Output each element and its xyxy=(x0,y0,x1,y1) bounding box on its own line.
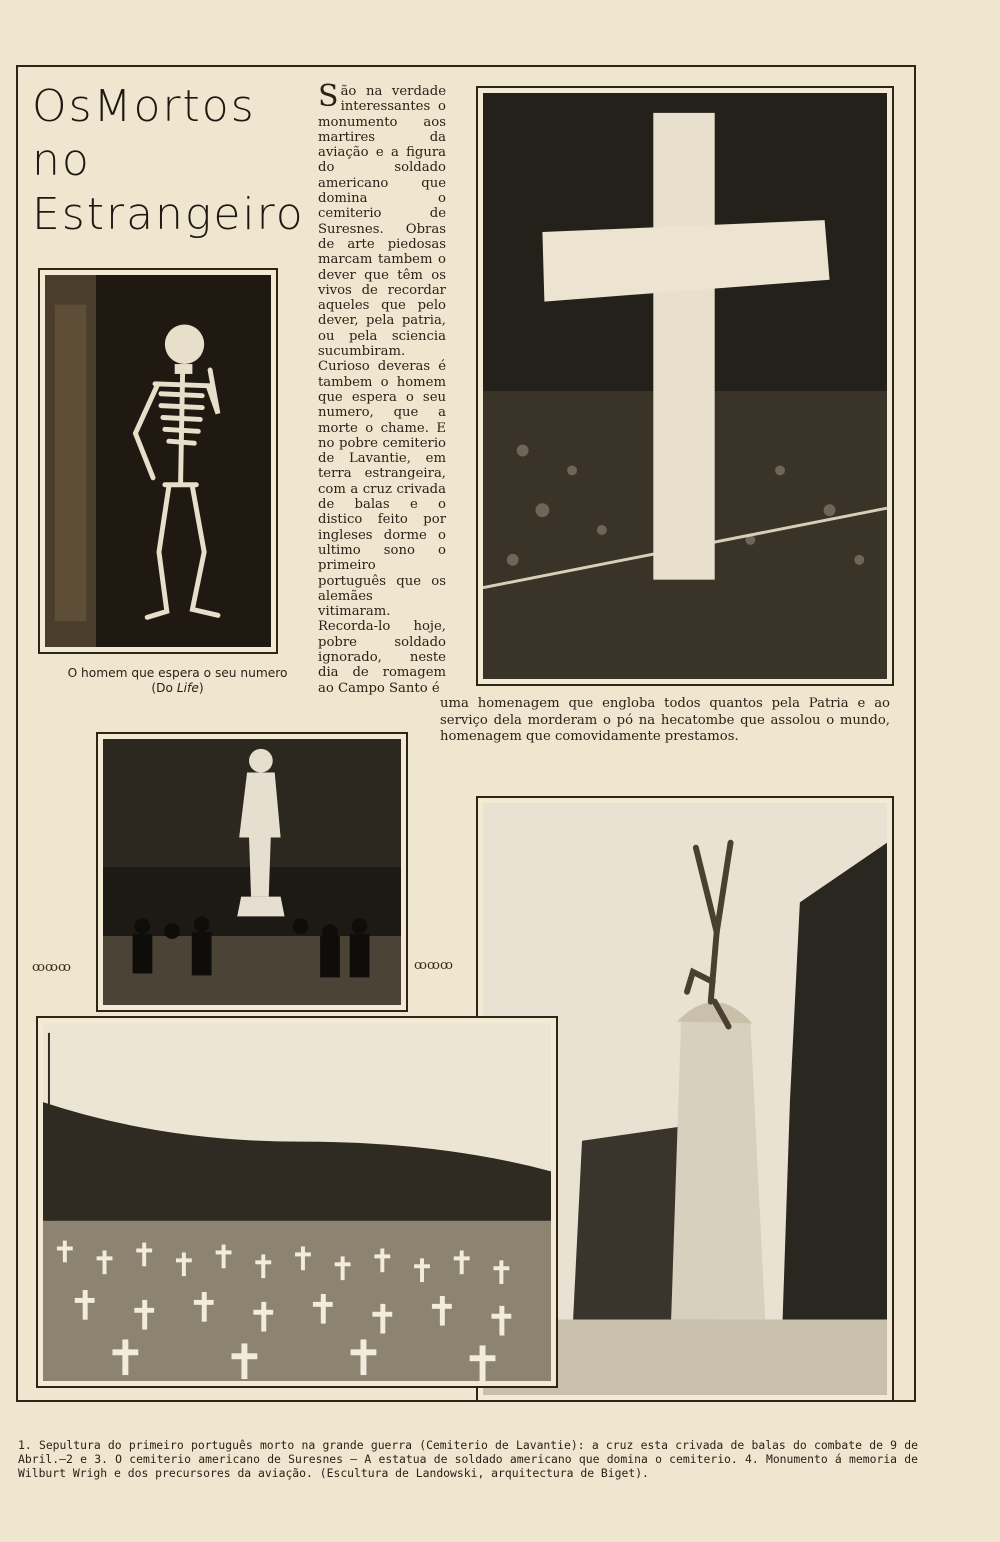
soldier-statue-photo xyxy=(96,732,408,1012)
photo-captions: 1. Sepultura do primeiro português morto na grande guerra (Cemiterio de Lavantie): a cruz esta crivada de balas do combate de 9 de Abril.—2 e 3. O cemiterio americano de Suresnes — A estatua de soldado americano que domina o cemiterio. 4. Monumento á memoria de Wilburt Wrigh e dos precursores da aviação. (Escultura de Landowski, arquitectura de Biget). xyxy=(18,1438,918,1480)
article-body: ão na verdade interessantes o monumento aos martires da aviação e a figura do soldado americano que domina o cemiterio de Suresnes. Obras de arte piedosas marcam tambem o dever que têm os vivos de recordar aqueles que pelo dever, pela patria, ou pela sciencia sucumbiram. Curioso deveras é tambem o homem que espera o seu numero, que a morte o chame. E no pobre cemiterio de Lavantie, em terra estrangeira, com a cruz crivada de balas e o distico feito por ingleses dorme o ultimo sono o primeiro português que os alemães vitimaram. Recorda-lo hoje, pobre soldado ignorado, neste dia de romagem ao Campo Santo é xyxy=(318,84,446,696)
ornament-left: ꝏꝏꝏ xyxy=(32,960,71,975)
source-prefix: (Do xyxy=(151,681,177,695)
cross-image xyxy=(483,93,887,679)
skeleton-image xyxy=(45,275,271,647)
grave-cross-photo xyxy=(476,86,894,686)
skeleton-illustration xyxy=(38,268,278,654)
article-continuation: uma homenagem que engloba todos quantos pela Patria e ao serviço dela morderam o pó na hecatombe que assolou o mundo, homenagem que comovidamente prestamos. xyxy=(440,696,890,744)
title-line-1: OsMortos xyxy=(32,81,256,132)
skeleton-caption-source xyxy=(40,681,315,696)
skeleton-caption-text: O homem que espera o seu numero xyxy=(67,666,288,680)
cemetery-image xyxy=(43,1023,551,1381)
skeleton-caption xyxy=(40,666,315,696)
source-name: Life xyxy=(176,681,199,695)
title-line-3: Estrangeiro xyxy=(32,189,305,240)
ornament-right: ꝏꝏꝏ xyxy=(414,958,453,973)
title-line-2: no xyxy=(32,135,91,186)
source-suffix: ) xyxy=(198,681,204,695)
drop-cap: S xyxy=(318,79,339,114)
article-title xyxy=(32,80,305,242)
statue-image xyxy=(103,739,401,1005)
cemetery-crosses-photo xyxy=(36,1016,558,1388)
article-column xyxy=(318,79,446,696)
